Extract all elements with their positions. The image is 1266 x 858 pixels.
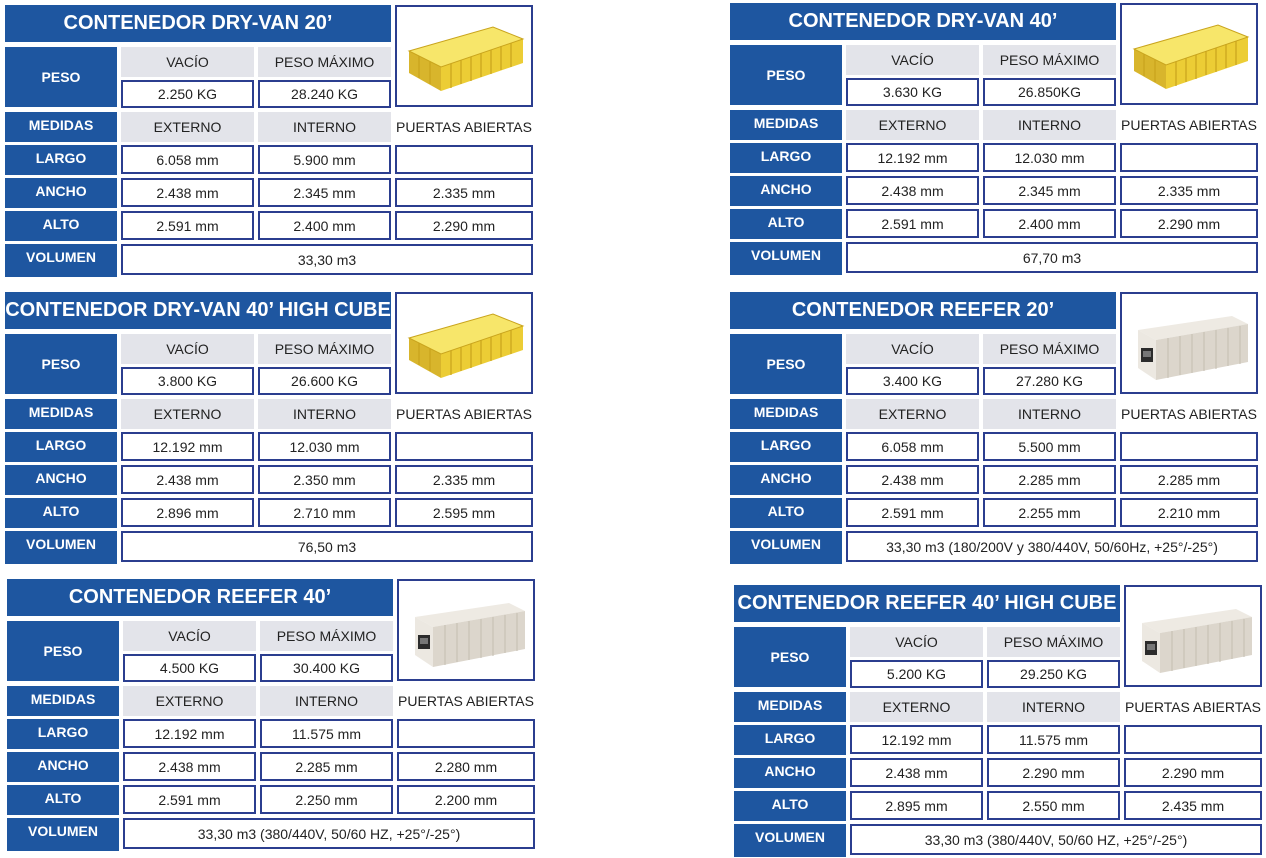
vacio-value: 3.400 KG <box>846 367 979 395</box>
largo-puertas-value <box>395 432 533 461</box>
ancho-interno-value: 2.285 mm <box>260 752 393 781</box>
container-title: CONTENEDOR REEFER 20’ <box>730 292 1116 329</box>
interno-header: INTERNO <box>983 110 1116 140</box>
peso-label: PESO <box>730 45 842 105</box>
ancho-externo-value: 2.438 mm <box>846 465 979 494</box>
medidas-label: MEDIDAS <box>730 110 842 140</box>
ancho-label: ANCHO <box>5 178 117 208</box>
ancho-label: ANCHO <box>730 176 842 206</box>
container-card <box>5 292 533 564</box>
puertas-abiertas-header: PUERTAS ABIERTAS <box>1124 692 1262 722</box>
medidas-label: MEDIDAS <box>5 399 117 429</box>
largo-externo-value: 12.192 mm <box>123 719 256 748</box>
largo-puertas-value <box>1124 725 1262 754</box>
container-title: CONTENEDOR DRY-VAN 40’ <box>730 3 1116 40</box>
externo-header: EXTERNO <box>846 110 979 140</box>
container-card <box>5 5 533 277</box>
alto-label: ALTO <box>730 209 842 239</box>
vacio-header: VACÍO <box>123 621 256 651</box>
vacio-header: VACÍO <box>846 45 979 75</box>
container-card <box>7 579 535 851</box>
vacio-value: 3.630 KG <box>846 78 979 106</box>
container-image <box>1124 585 1262 687</box>
interno-header: INTERNO <box>258 399 391 429</box>
container-card <box>734 585 1262 857</box>
container-card <box>730 292 1258 564</box>
alto-label: ALTO <box>5 498 117 528</box>
volumen-value: 67,70 m3 <box>846 242 1258 273</box>
volumen-label: VOLUMEN <box>730 531 842 564</box>
peso-label: PESO <box>734 627 846 687</box>
ancho-puertas-value: 2.280 mm <box>397 752 535 781</box>
largo-label: LARGO <box>5 432 117 462</box>
largo-externo-value: 12.192 mm <box>121 432 254 461</box>
alto-label: ALTO <box>7 785 119 815</box>
alto-puertas-value: 2.290 mm <box>395 211 533 240</box>
peso-maximo-value: 29.250 KG <box>987 660 1120 688</box>
volumen-value: 33,30 m3 (380/440V, 50/60 HZ, +25°/-25°) <box>850 824 1262 855</box>
yellow-dry-van-container-icon <box>397 7 531 105</box>
peso-maximo-value: 26.600 KG <box>258 367 391 395</box>
largo-puertas-value <box>395 145 533 174</box>
largo-puertas-value <box>1120 432 1258 461</box>
alto-puertas-value: 2.290 mm <box>1120 209 1258 238</box>
vacio-header: VACÍO <box>850 627 983 657</box>
alto-label: ALTO <box>730 498 842 528</box>
volumen-value: 33,30 m3 (180/200V y 380/440V, 50/60Hz, +25°/-25°) <box>846 531 1258 562</box>
volumen-value: 76,50 m3 <box>121 531 533 562</box>
largo-label: LARGO <box>730 432 842 462</box>
ancho-interno-value: 2.345 mm <box>258 178 391 207</box>
ancho-puertas-value: 2.335 mm <box>395 178 533 207</box>
alto-externo-value: 2.591 mm <box>846 209 979 238</box>
peso-maximo-header: PESO MÁXIMO <box>258 334 391 364</box>
peso-maximo-value: 28.240 KG <box>258 80 391 108</box>
alto-externo-value: 2.591 mm <box>121 211 254 240</box>
alto-interno-value: 2.400 mm <box>983 209 1116 238</box>
largo-puertas-value <box>397 719 535 748</box>
externo-header: EXTERNO <box>123 686 256 716</box>
vacio-value: 5.200 KG <box>850 660 983 688</box>
alto-puertas-value: 2.210 mm <box>1120 498 1258 527</box>
largo-interno-value: 5.900 mm <box>258 145 391 174</box>
ancho-puertas-value: 2.335 mm <box>1120 176 1258 205</box>
largo-externo-value: 12.192 mm <box>850 725 983 754</box>
puertas-abiertas-header: PUERTAS ABIERTAS <box>397 686 535 716</box>
medidas-label: MEDIDAS <box>734 692 846 722</box>
puertas-abiertas-header: PUERTAS ABIERTAS <box>395 399 533 429</box>
ancho-interno-value: 2.290 mm <box>987 758 1120 787</box>
ancho-externo-value: 2.438 mm <box>846 176 979 205</box>
peso-maximo-value: 27.280 KG <box>983 367 1116 395</box>
volumen-label: VOLUMEN <box>730 242 842 275</box>
alto-externo-value: 2.896 mm <box>121 498 254 527</box>
volumen-value: 33,30 m3 <box>121 244 533 275</box>
alto-interno-value: 2.550 mm <box>987 791 1120 820</box>
largo-puertas-value <box>1120 143 1258 172</box>
alto-externo-value: 2.591 mm <box>846 498 979 527</box>
interno-header: INTERNO <box>258 112 391 142</box>
alto-externo-value: 2.895 mm <box>850 791 983 820</box>
medidas-label: MEDIDAS <box>7 686 119 716</box>
interno-header: INTERNO <box>260 686 393 716</box>
ancho-externo-value: 2.438 mm <box>123 752 256 781</box>
peso-maximo-value: 26.850KG <box>983 78 1116 106</box>
largo-interno-value: 12.030 mm <box>258 432 391 461</box>
alto-interno-value: 2.250 mm <box>260 785 393 814</box>
largo-interno-value: 5.500 mm <box>983 432 1116 461</box>
largo-label: LARGO <box>5 145 117 175</box>
alto-interno-value: 2.710 mm <box>258 498 391 527</box>
alto-label: ALTO <box>734 791 846 821</box>
peso-maximo-header: PESO MÁXIMO <box>983 45 1116 75</box>
alto-interno-value: 2.400 mm <box>258 211 391 240</box>
externo-header: EXTERNO <box>850 692 983 722</box>
ancho-externo-value: 2.438 mm <box>121 465 254 494</box>
ancho-label: ANCHO <box>7 752 119 782</box>
interno-header: INTERNO <box>983 399 1116 429</box>
peso-maximo-header: PESO MÁXIMO <box>260 621 393 651</box>
ancho-interno-value: 2.345 mm <box>983 176 1116 205</box>
ancho-label: ANCHO <box>5 465 117 495</box>
largo-interno-value: 11.575 mm <box>260 719 393 748</box>
largo-externo-value: 12.192 mm <box>846 143 979 172</box>
alto-puertas-value: 2.595 mm <box>395 498 533 527</box>
peso-maximo-header: PESO MÁXIMO <box>983 334 1116 364</box>
peso-label: PESO <box>7 621 119 681</box>
externo-header: EXTERNO <box>121 399 254 429</box>
medidas-label: MEDIDAS <box>5 112 117 142</box>
largo-externo-value: 6.058 mm <box>846 432 979 461</box>
container-title: CONTENEDOR DRY-VAN 20’ <box>5 5 391 42</box>
vacio-value: 2.250 KG <box>121 80 254 108</box>
largo-externo-value: 6.058 mm <box>121 145 254 174</box>
volumen-label: VOLUMEN <box>734 824 846 857</box>
alto-puertas-value: 2.435 mm <box>1124 791 1262 820</box>
ancho-label: ANCHO <box>734 758 846 788</box>
container-title: CONTENEDOR REEFER 40’ <box>7 579 393 616</box>
medidas-label: MEDIDAS <box>730 399 842 429</box>
interno-header: INTERNO <box>987 692 1120 722</box>
container-title: CONTENEDOR REEFER 40’ HIGH CUBE <box>734 585 1120 622</box>
container-card <box>730 3 1258 275</box>
alto-puertas-value: 2.200 mm <box>397 785 535 814</box>
peso-maximo-header: PESO MÁXIMO <box>258 47 391 77</box>
peso-maximo-header: PESO MÁXIMO <box>987 627 1120 657</box>
peso-maximo-value: 30.400 KG <box>260 654 393 682</box>
alto-externo-value: 2.591 mm <box>123 785 256 814</box>
largo-label: LARGO <box>734 725 846 755</box>
largo-label: LARGO <box>730 143 842 173</box>
reefer-container-icon <box>399 581 533 679</box>
externo-header: EXTERNO <box>121 112 254 142</box>
ancho-puertas-value: 2.290 mm <box>1124 758 1262 787</box>
volumen-label: VOLUMEN <box>5 244 117 277</box>
peso-label: PESO <box>5 47 117 107</box>
alto-label: ALTO <box>5 211 117 241</box>
puertas-abiertas-header: PUERTAS ABIERTAS <box>1120 399 1258 429</box>
container-image <box>397 579 535 681</box>
ancho-puertas-value: 2.285 mm <box>1120 465 1258 494</box>
yellow-dry-van-container-icon <box>1122 5 1256 103</box>
puertas-abiertas-header: PUERTAS ABIERTAS <box>1120 110 1258 140</box>
vacio-value: 4.500 KG <box>123 654 256 682</box>
reefer-container-icon <box>1122 294 1256 392</box>
ancho-label: ANCHO <box>730 465 842 495</box>
peso-label: PESO <box>730 334 842 394</box>
externo-header: EXTERNO <box>846 399 979 429</box>
ancho-interno-value: 2.285 mm <box>983 465 1116 494</box>
ancho-puertas-value: 2.335 mm <box>395 465 533 494</box>
peso-label: PESO <box>5 334 117 394</box>
alto-interno-value: 2.255 mm <box>983 498 1116 527</box>
vacio-value: 3.800 KG <box>121 367 254 395</box>
ancho-externo-value: 2.438 mm <box>121 178 254 207</box>
container-image <box>1120 292 1258 394</box>
container-image <box>1120 3 1258 105</box>
largo-interno-value: 12.030 mm <box>983 143 1116 172</box>
ancho-externo-value: 2.438 mm <box>850 758 983 787</box>
vacio-header: VACÍO <box>121 47 254 77</box>
largo-interno-value: 11.575 mm <box>987 725 1120 754</box>
largo-label: LARGO <box>7 719 119 749</box>
volumen-label: VOLUMEN <box>5 531 117 564</box>
volumen-value: 33,30 m3 (380/440V, 50/60 HZ, +25°/-25°) <box>123 818 535 849</box>
puertas-abiertas-header: PUERTAS ABIERTAS <box>395 112 533 142</box>
yellow-dry-van-container-icon <box>397 294 531 392</box>
vacio-header: VACÍO <box>846 334 979 364</box>
container-title: CONTENEDOR DRY-VAN 40’ HIGH CUBE <box>5 292 391 329</box>
reefer-container-icon <box>1126 587 1260 685</box>
volumen-label: VOLUMEN <box>7 818 119 851</box>
container-image <box>395 292 533 394</box>
container-image <box>395 5 533 107</box>
ancho-interno-value: 2.350 mm <box>258 465 391 494</box>
vacio-header: VACÍO <box>121 334 254 364</box>
